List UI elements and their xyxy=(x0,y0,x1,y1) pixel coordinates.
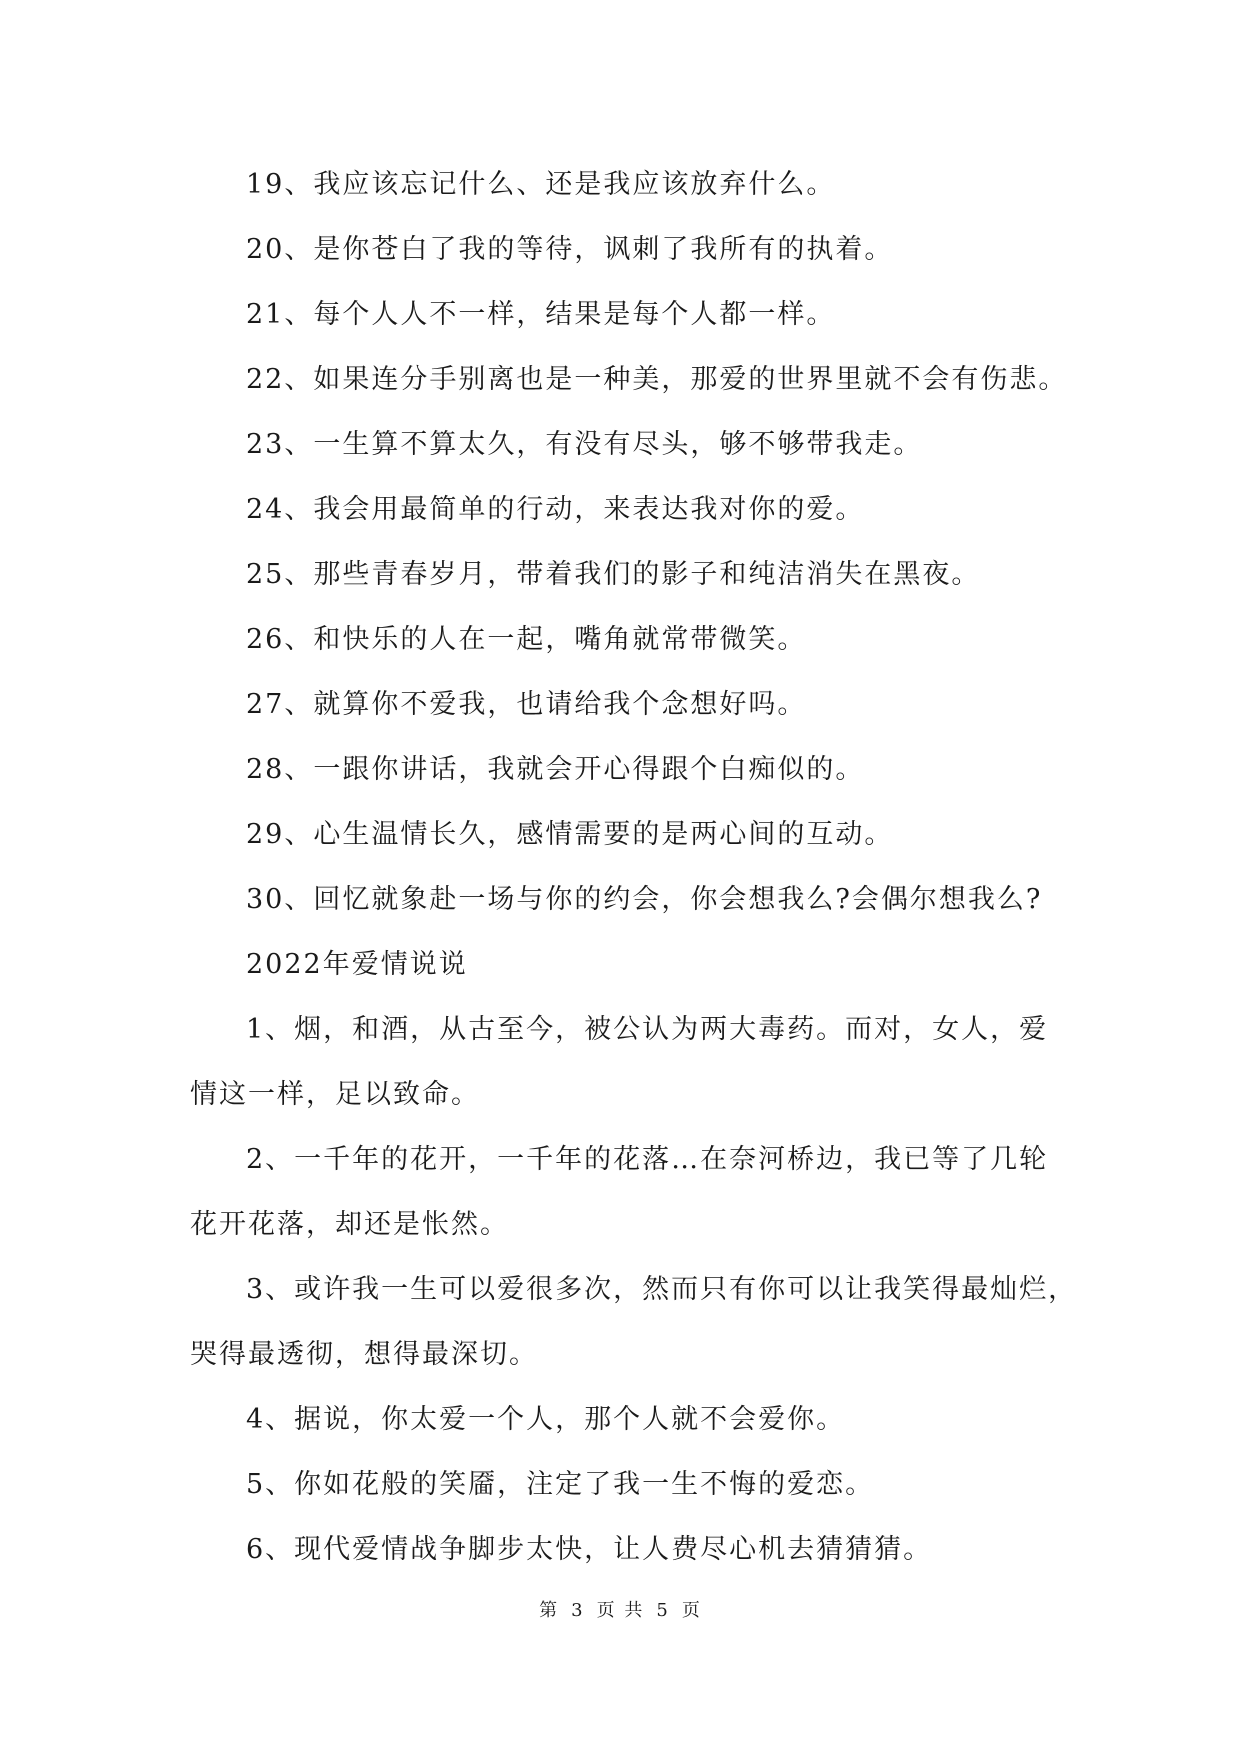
text-line: 24、我会用最简单的行动，来表达我对你的爱。 xyxy=(246,494,865,525)
text-line: 3、或许我一生可以爱很多次，然而只有你可以让我笑得最灿烂， xyxy=(246,1274,1078,1305)
text-line: 29、心生温情长久，感情需要的是两心间的互动。 xyxy=(246,819,894,850)
text-line: 20、是你苍白了我的等待，讽刺了我所有的执着。 xyxy=(246,234,894,265)
text-line: 27、就算你不爱我，也请给我个念想好吗。 xyxy=(246,689,807,720)
text-line: 30、回忆就象赴一场与你的约会，你会想我么?会偶尔想我么? xyxy=(246,884,1043,915)
text-line: 哭得最透彻，想得最深切。 xyxy=(190,1339,538,1370)
page-footer xyxy=(0,1596,1241,1622)
section-heading: 2022年爱情说说 xyxy=(246,949,468,980)
text-line: 6、现代爱情战争脚步太快，让人费尽心机去猜猜猜。 xyxy=(246,1534,933,1565)
text-line: 25、那些青春岁月，带着我们的影子和纯洁消失在黑夜。 xyxy=(246,559,981,590)
text-line: 4、据说，你太爱一个人，那个人就不会爱你。 xyxy=(246,1404,846,1435)
text-line: 情这一样，足以致命。 xyxy=(190,1079,480,1110)
text-line: 1、烟，和酒，从古至今，被公认为两大毒药。而对，女人，爱 xyxy=(246,1014,1049,1045)
footer-mid: 页 共 xyxy=(596,1600,645,1621)
text-line: 22、如果连分手别离也是一种美，那爱的世界里就不会有伤悲。 xyxy=(246,364,1068,395)
text-line: 2、一千年的花开，一千年的花落…在奈河桥边，我已等了几轮 xyxy=(246,1144,1049,1175)
footer-total-pages: 5 xyxy=(656,1600,670,1621)
footer-suffix: 页 xyxy=(681,1600,702,1621)
text-line: 26、和快乐的人在一起，嘴角就常带微笑。 xyxy=(246,624,807,655)
text-line: 23、一生算不算太久，有没有尽头，够不够带我走。 xyxy=(246,429,923,460)
footer-prefix: 第 xyxy=(539,1600,560,1621)
text-line: 花开花落，却还是怅然。 xyxy=(190,1209,509,1240)
text-line: 21、每个人人不一样，结果是每个人都一样。 xyxy=(246,299,836,330)
text-line: 5、你如花般的笑靥，注定了我一生不悔的爱恋。 xyxy=(246,1469,875,1500)
text-line: 19、我应该忘记什么、还是我应该放弃什么。 xyxy=(246,169,836,200)
footer-page-number: 3 xyxy=(571,1600,585,1621)
text-line: 28、一跟你讲话，我就会开心得跟个白痴似的。 xyxy=(246,754,865,785)
